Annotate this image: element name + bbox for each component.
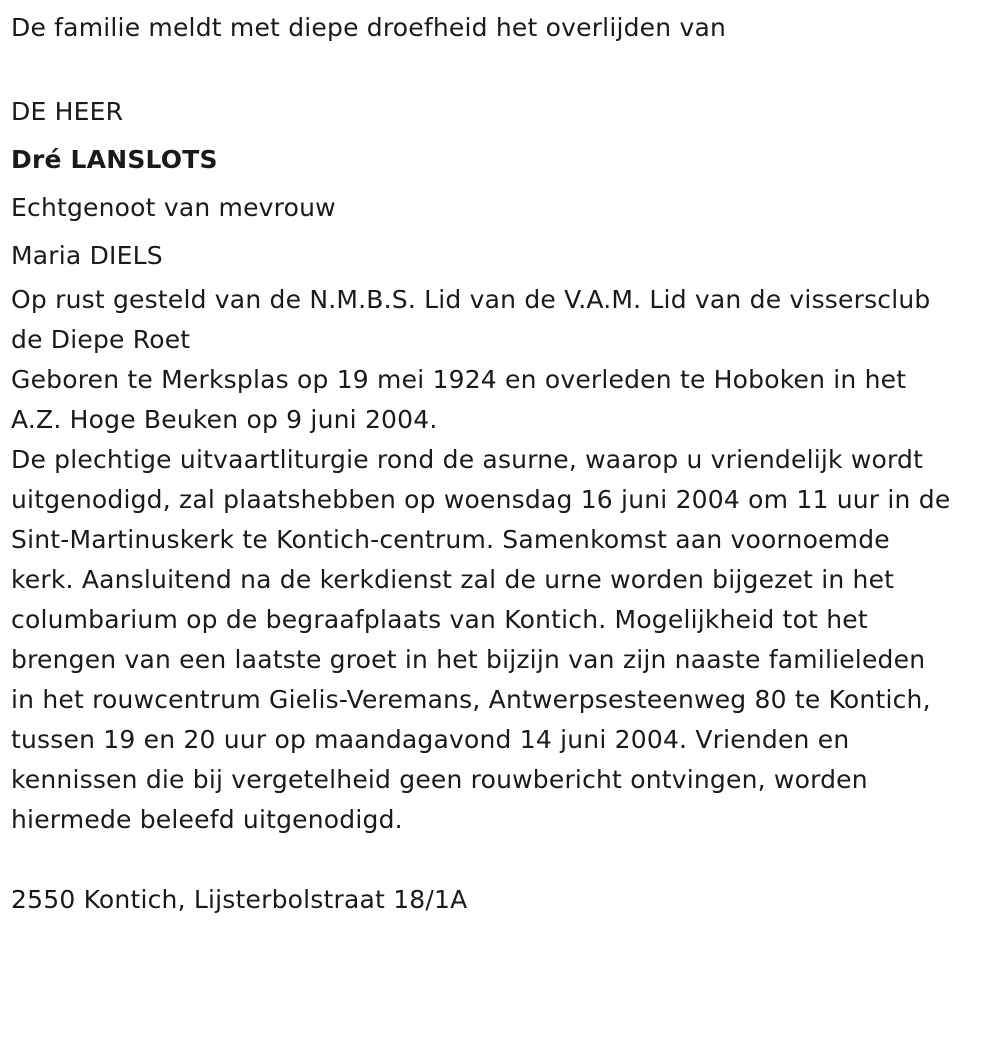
birth-death-paragraph xyxy=(11,360,986,440)
ceremony-line: kerk. Aansluitend na de kerkdienst zal de urne worden bijgezet in het xyxy=(11,565,895,594)
ceremony-line: brengen van een laatste groet in het bijzijn van zijn naaste familieleden xyxy=(11,645,926,674)
deceased-title: DE HEER xyxy=(11,97,124,126)
ceremony-line: De plechtige uitvaartliturgie rond de asurne, waarop u vriendelijk wordt xyxy=(11,445,924,474)
deceased-block xyxy=(11,88,1000,280)
memberships-line: de Diepe Roet xyxy=(11,325,191,354)
intro-text: De familie meldt met diepe droefheid het overlijden van xyxy=(11,13,727,42)
ceremony-line: hiermede beleefd uitgenodigd. xyxy=(11,805,403,834)
spouse-label: Echtgenoot van mevrouw xyxy=(11,193,336,222)
ceremony-line: Sint-Martinuskerk te Kontich-centrum. Samenkomst aan voornoemde xyxy=(11,525,890,554)
ceremony-line: uitgenodigd, zal plaatshebben op woensdag 16 juni 2004 om 11 uur in de xyxy=(11,485,951,514)
ceremony-paragraph xyxy=(11,440,986,840)
deceased-name: Dré LANSLOTS xyxy=(11,145,218,174)
ceremony-line: kennissen die bij vergetelheid geen rouwbericht ontvingen, worden xyxy=(11,765,868,794)
memberships-paragraph xyxy=(11,280,986,360)
birth-death-line: Geboren te Merksplas op 19 mei 1924 en overleden te Hoboken in het xyxy=(11,365,907,394)
family-address: 2550 Kontich, Lijsterbolstraat 18/1A xyxy=(11,885,468,914)
ceremony-line: in het rouwcentrum Gielis-Veremans, Antwerpsesteenweg 80 te Kontich, xyxy=(11,685,931,714)
birth-death-line: A.Z. Hoge Beuken op 9 juni 2004. xyxy=(11,405,438,434)
memberships-line: Op rust gesteld van de N.M.B.S. Lid van de V.A.M. Lid van de vissersclub xyxy=(11,285,931,314)
spouse-name: Maria DIELS xyxy=(11,241,163,270)
ceremony-line: columbarium op de begraafplaats van Kontich. Mogelijkheid tot het xyxy=(11,605,868,634)
ceremony-line: tussen 19 en 20 uur op maandagavond 14 juni 2004. Vrienden en xyxy=(11,725,850,754)
